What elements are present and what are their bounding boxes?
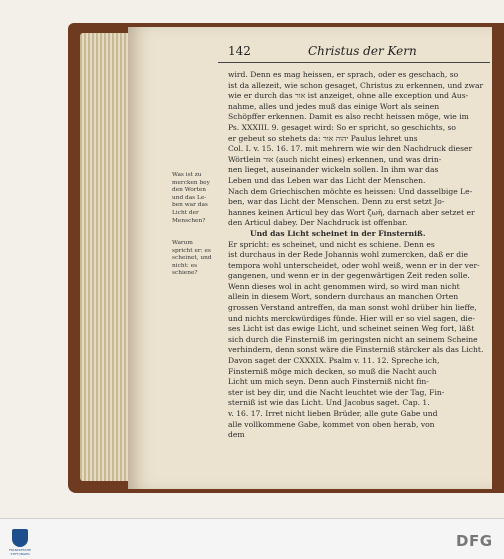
body-text [228, 70, 486, 441]
viewer-footer [0, 518, 504, 559]
text-line: allein in diesem Wort, sondern durchaus an manchen Orten [228, 292, 459, 302]
page-number: 142 [228, 44, 251, 58]
text-line: v. 16. 17. Irret nicht lieben Brüder, alle gute Gabe und [228, 409, 438, 418]
funder-logo[interactable]: DFG [456, 532, 493, 550]
text-line: hannes keinen Articul bey das Wort ζωὴ, darnach aber setzet er [228, 207, 475, 217]
text-line: Leben und das Leben war das Licht der Menschen. [228, 175, 426, 185]
logo-text: FRANCKESCHE STIFTUNGEN [8, 548, 32, 556]
header-rule [218, 62, 490, 63]
running-head: Christus der Kern [308, 44, 417, 58]
text-line: Wenn dieses wol in acht genommen wird, so wird man nicht [228, 281, 460, 291]
text-line: gangenen, und wenn er in der gegenwärtigen Zeit reden solle. [228, 271, 470, 281]
margin-line: und das Le- [172, 194, 207, 201]
text-line: ster ist bey dir, und die Nacht leuchtet wie der Tag, Fin- [228, 387, 445, 397]
page-edges [80, 33, 134, 481]
institution-logo[interactable] [6, 529, 34, 557]
margin-line: Was ist zu [172, 172, 202, 178]
text-line: dem [228, 430, 245, 440]
text-line: nen lieget, auseinander wickeln sollen. In ihm war das [228, 165, 439, 175]
margin-line: nicht: es [172, 262, 198, 269]
text-line: wird. Denn es mag heissen, er sprach, oder es geschach, so [228, 70, 459, 79]
text-line: Schöpffer erkennen. Damit es also recht heissen möge, wie im [228, 112, 469, 122]
text-line: ist durchaus in der Rede Johannis wohl zumercken, daß er die [228, 250, 468, 260]
margin-line: den Worten [172, 187, 207, 194]
text-line: tempora wohl unterscheidet, oder wohl weiß, wenn er in der ver- [228, 260, 480, 270]
margin-note-1 [172, 172, 228, 225]
text-line: Er spricht: es scheinet, und nicht es schiene. Denn es [228, 239, 435, 249]
text-line: verhindern, denn sonst wäre die Finsterniß stärcker als das Licht. [228, 345, 484, 355]
margin-line: ben war das [172, 202, 208, 209]
text-line: und nichts merckwürdiges fünde. Hier will er so viel sagen, die- [228, 313, 475, 323]
text-line: sterniß ist wie das Licht. Und Jacobus saget. Cap. 1. [228, 398, 430, 408]
text-line: ben, war das Licht der Menschen. Denn zu erst setzt Jo- [228, 197, 445, 207]
text-line: Finsterniß möge mich decken, so muß die Nacht auch [228, 366, 437, 376]
text-line: Nach dem Griechischen möchte es heissen: Und dasselbige Le- [228, 186, 473, 196]
text-line: er gebeut so stehets da: יהוה אור Paulus lehret uns [228, 133, 418, 143]
text-line: wie er durch das אור ist anzeiget, ohne alle exception und Aus- [228, 91, 469, 101]
text-line: ses Licht ist das ewige Licht, und scheinet seinen Weg fort, läßt [228, 324, 475, 334]
margin-line: Warum [172, 240, 193, 246]
margin-line: spricht er: es [172, 247, 211, 254]
text-line: ist da allezeit, wie schon gesaget, Christus zu erkennen, und zwar [228, 80, 484, 90]
text-line: Davon saget der CXXXIX. Psalm v. 11. 12. Spreche ich, [228, 356, 440, 366]
text-line: Ps. XXXIII. 9. gesaget wird: So er spricht, so geschichts, so [228, 122, 456, 132]
shield-icon [12, 529, 28, 547]
text-line: Wörtlein אור (auch nicht eines) erkennen, und was drin- [228, 154, 442, 164]
text-line: Col. I. v. 15. 16. 17. mit mehrern wie wir den Nachdruck dieser [228, 144, 473, 154]
page-header [210, 42, 492, 64]
text-line: sich durch die Finsterniß im geringsten nicht an seinem Scheine [228, 334, 478, 344]
margin-line: Licht der [172, 209, 199, 216]
margin-line: mercken bey [172, 179, 210, 186]
text-line: grossen Verstand antreffen, da man sonst wohl drüber hin lieffe, [228, 303, 477, 313]
text-line: den Articul dabey. Der Nachdruck ist offenbar. [228, 218, 408, 228]
margin-line: schiene? [172, 270, 198, 277]
margin-note-2 [172, 240, 228, 278]
section-heading: Und das Licht scheinet in der Finsterniß. [250, 228, 426, 238]
text-line: nahme, alles und jedes muß das einige Wort als seinen [228, 101, 440, 111]
text-line: alle vollkommene Gabe, kommet von oben herab, von [228, 419, 435, 429]
margin-line: Menschen? [172, 217, 206, 224]
margin-line: scheinet, und [172, 255, 212, 262]
text-line: Licht um mich seyn. Denn auch Finsterniß nicht fin- [228, 377, 429, 387]
